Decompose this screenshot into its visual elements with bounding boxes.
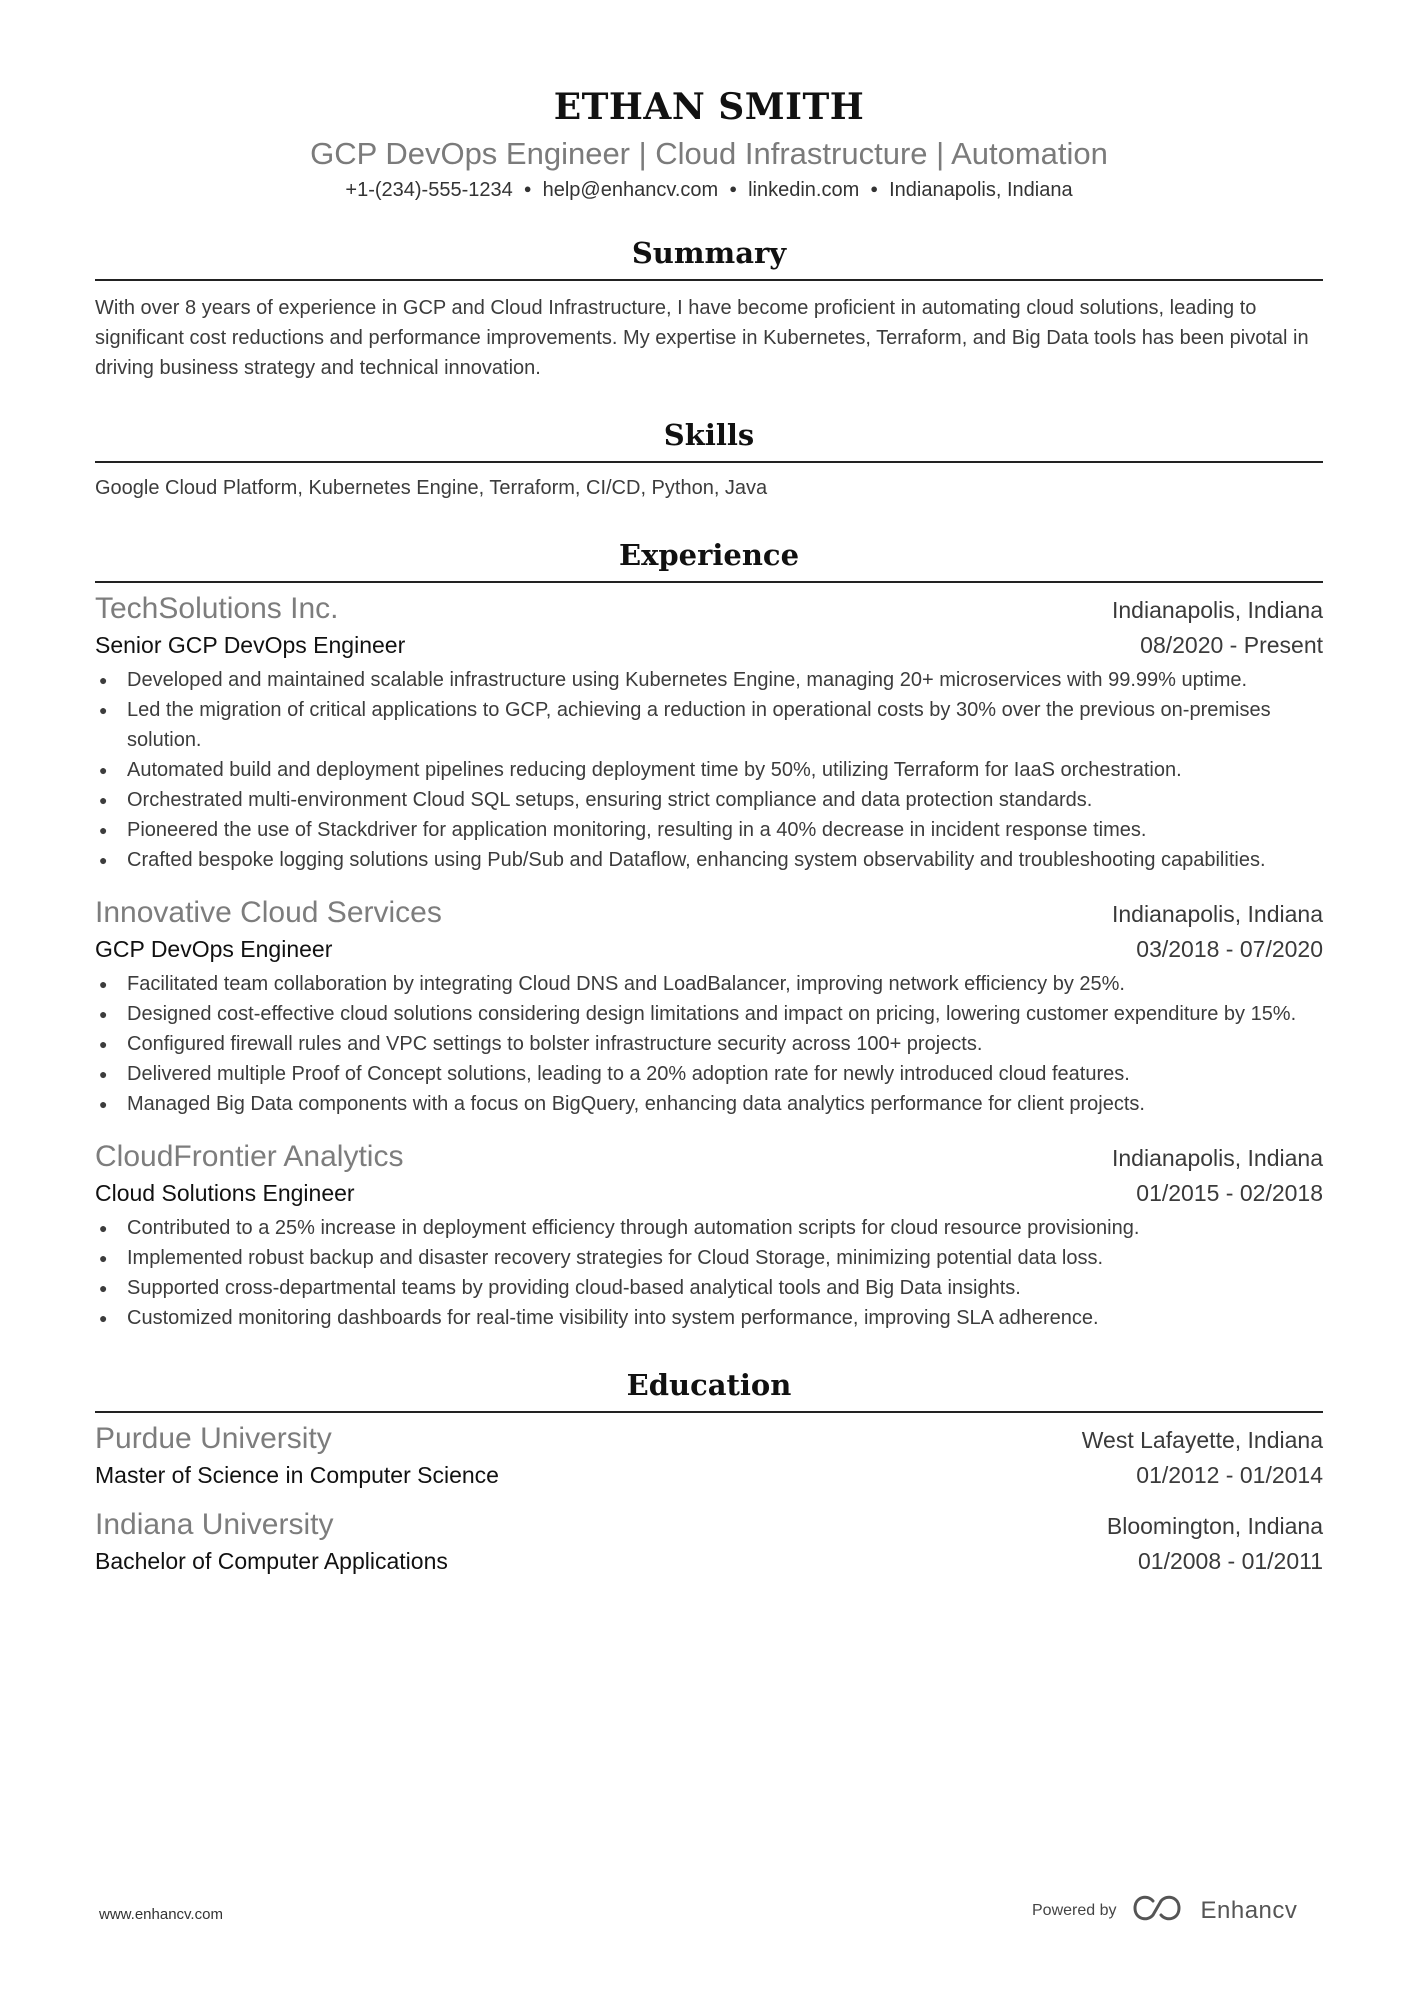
section-title-summary: Summary xyxy=(631,235,787,270)
job-title: GCP DevOps Engineer xyxy=(95,935,333,962)
job-title: Senior GCP DevOps Engineer xyxy=(95,631,406,658)
education-entry xyxy=(95,1419,1323,1491)
bullet-separator: ● xyxy=(729,180,738,196)
section-title-education: Education xyxy=(626,1367,792,1402)
list-item: ● Customized monitoring dashboards for real-time visibility into system performance, improving SLA adherence. xyxy=(99,1306,1099,1329)
degree: Master of Science in Computer Science xyxy=(95,1461,499,1488)
school-location: West Lafayette, Indiana xyxy=(1081,1426,1323,1453)
list-item: ● Contributed to a 25% increase in deployment efficiency through automation scripts for cloud resource provisioning. xyxy=(99,1216,1140,1239)
enhancv-logo-icon xyxy=(1133,1895,1181,1926)
section-title-skills: Skills xyxy=(663,417,755,452)
company-name: Innovative Cloud Services xyxy=(95,895,442,929)
list-item: ● Managed Big Data components with a focus on BigQuery, enhancing data analytics performance for client projects. xyxy=(99,1092,1145,1115)
list-item: ● Implemented robust backup and disaster recovery strategies for Cloud Storage, minimizing potential data loss. xyxy=(99,1246,1104,1269)
skills-section xyxy=(95,413,1323,503)
bullet-separator: ● xyxy=(523,180,532,196)
job-dates: 01/2015 - 02/2018 xyxy=(1136,1179,1323,1206)
contact-email[interactable]: help@enhancv.com xyxy=(542,179,719,201)
list-item: ● Crafted bespoke logging solutions using Pub/Sub and Dataflow, enhancing system observability and troubleshooting capabilities. xyxy=(99,848,1266,871)
contact-line xyxy=(95,176,1323,205)
experience-entry xyxy=(95,893,1323,1119)
job-location: Indianapolis, Indiana xyxy=(1112,596,1323,623)
resume-header xyxy=(95,80,1323,205)
job-dates: 03/2018 - 07/2020 xyxy=(1136,935,1323,962)
list-item: ● Designed cost-effective cloud solutions considering design limitations and impact on pricing, lowering customer expenditure by 15%. xyxy=(99,1002,1297,1025)
section-divider xyxy=(95,581,1323,583)
footer-url[interactable]: www.enhancv.com xyxy=(99,1906,223,1923)
skills-text: Google Cloud Platform, Kubernetes Engine, Terraform, CI/CD, Python, Java xyxy=(95,476,768,499)
footer-brand[interactable] xyxy=(1032,1895,1297,1926)
candidate-name: ETHAN SMITH xyxy=(553,86,865,128)
degree: Bachelor of Computer Applications xyxy=(95,1547,448,1574)
resume-page xyxy=(95,80,1323,1577)
school-name: Purdue University xyxy=(95,1421,332,1455)
job-dates: 08/2020 - Present xyxy=(1140,631,1323,658)
list-item: ● Automated build and deployment pipelines reducing deployment time by 50%, utilizing Terraform for IaaS orchestration. xyxy=(99,758,1182,781)
section-title-experience: Experience xyxy=(618,537,800,572)
list-item: ● Led the migration of critical applications to GCP, achieving a reduction in operational costs by 30% over the previous on-premises solution. xyxy=(99,698,1271,751)
job-bullets xyxy=(95,1213,1323,1333)
job-bullets xyxy=(95,969,1323,1119)
candidate-headline: GCP DevOps Engineer | Cloud Infrastructure | Automation xyxy=(310,136,1108,171)
education-entry xyxy=(95,1505,1323,1577)
experience-entry xyxy=(95,589,1323,875)
section-divider xyxy=(95,279,1323,281)
brand-name: Enhancv xyxy=(1200,1896,1298,1924)
summary-section xyxy=(95,231,1323,383)
list-item: ● Configured firewall rules and VPC settings to bolster infrastructure security across 100+ projects. xyxy=(99,1032,983,1055)
list-item: ● Orchestrated multi-environment Cloud SQL setups, ensuring strict compliance and data protection standards. xyxy=(99,788,1093,811)
experience-entry xyxy=(95,1137,1323,1333)
list-item: ● Developed and maintained scalable infrastructure using Kubernetes Engine, managing 20+ microservices with 99.99% uptime. xyxy=(99,668,1248,691)
contact-location: Indianapolis, Indiana xyxy=(889,179,1073,201)
education-dates: 01/2008 - 01/2011 xyxy=(1137,1547,1323,1574)
company-name: CloudFrontier Analytics xyxy=(95,1139,404,1173)
job-location: Indianapolis, Indiana xyxy=(1112,900,1323,927)
education-section xyxy=(95,1363,1323,1577)
powered-by-label: Powered by xyxy=(1032,1901,1117,1919)
list-item: ● Pioneered the use of Stackdriver for application monitoring, resulting in a 40% decrease in incident response times. xyxy=(99,818,1147,841)
section-divider xyxy=(95,461,1323,463)
company-name: TechSolutions Inc. xyxy=(95,591,339,625)
education-dates: 01/2012 - 01/2014 xyxy=(1136,1461,1323,1488)
section-divider xyxy=(95,1411,1323,1413)
bullet-separator: ● xyxy=(870,180,879,196)
summary-text: With over 8 years of experience in GCP and Cloud Infrastructure, I have become proficient in automating cloud solutions, leading to significant cost reductions and performance improvements. My expertise in Kubernetes, Terraform, and Big Data tools has been pivotal in driving business strategy and technical innovation. xyxy=(95,296,1309,379)
list-item: ● Delivered multiple Proof of Concept solutions, leading to a 20% adoption rate for newly introduced cloud features. xyxy=(99,1062,1130,1085)
job-title: Cloud Solutions Engineer xyxy=(95,1179,355,1206)
job-bullets xyxy=(95,665,1323,875)
experience-section xyxy=(95,533,1323,1333)
job-location: Indianapolis, Indiana xyxy=(1112,1144,1323,1171)
contact-linkedin[interactable]: linkedin.com xyxy=(748,179,860,201)
list-item: ● Facilitated team collaboration by integrating Cloud DNS and LoadBalancer, improving network efficiency by 25%. xyxy=(99,972,1125,995)
list-item: ● Supported cross-departmental teams by providing cloud-based analytical tools and Big Data insights. xyxy=(99,1276,1021,1299)
contact-phone: +1-(234)-555-1234 xyxy=(345,179,513,201)
school-name: Indiana University xyxy=(95,1507,334,1541)
school-location: Bloomington, Indiana xyxy=(1106,1512,1323,1539)
